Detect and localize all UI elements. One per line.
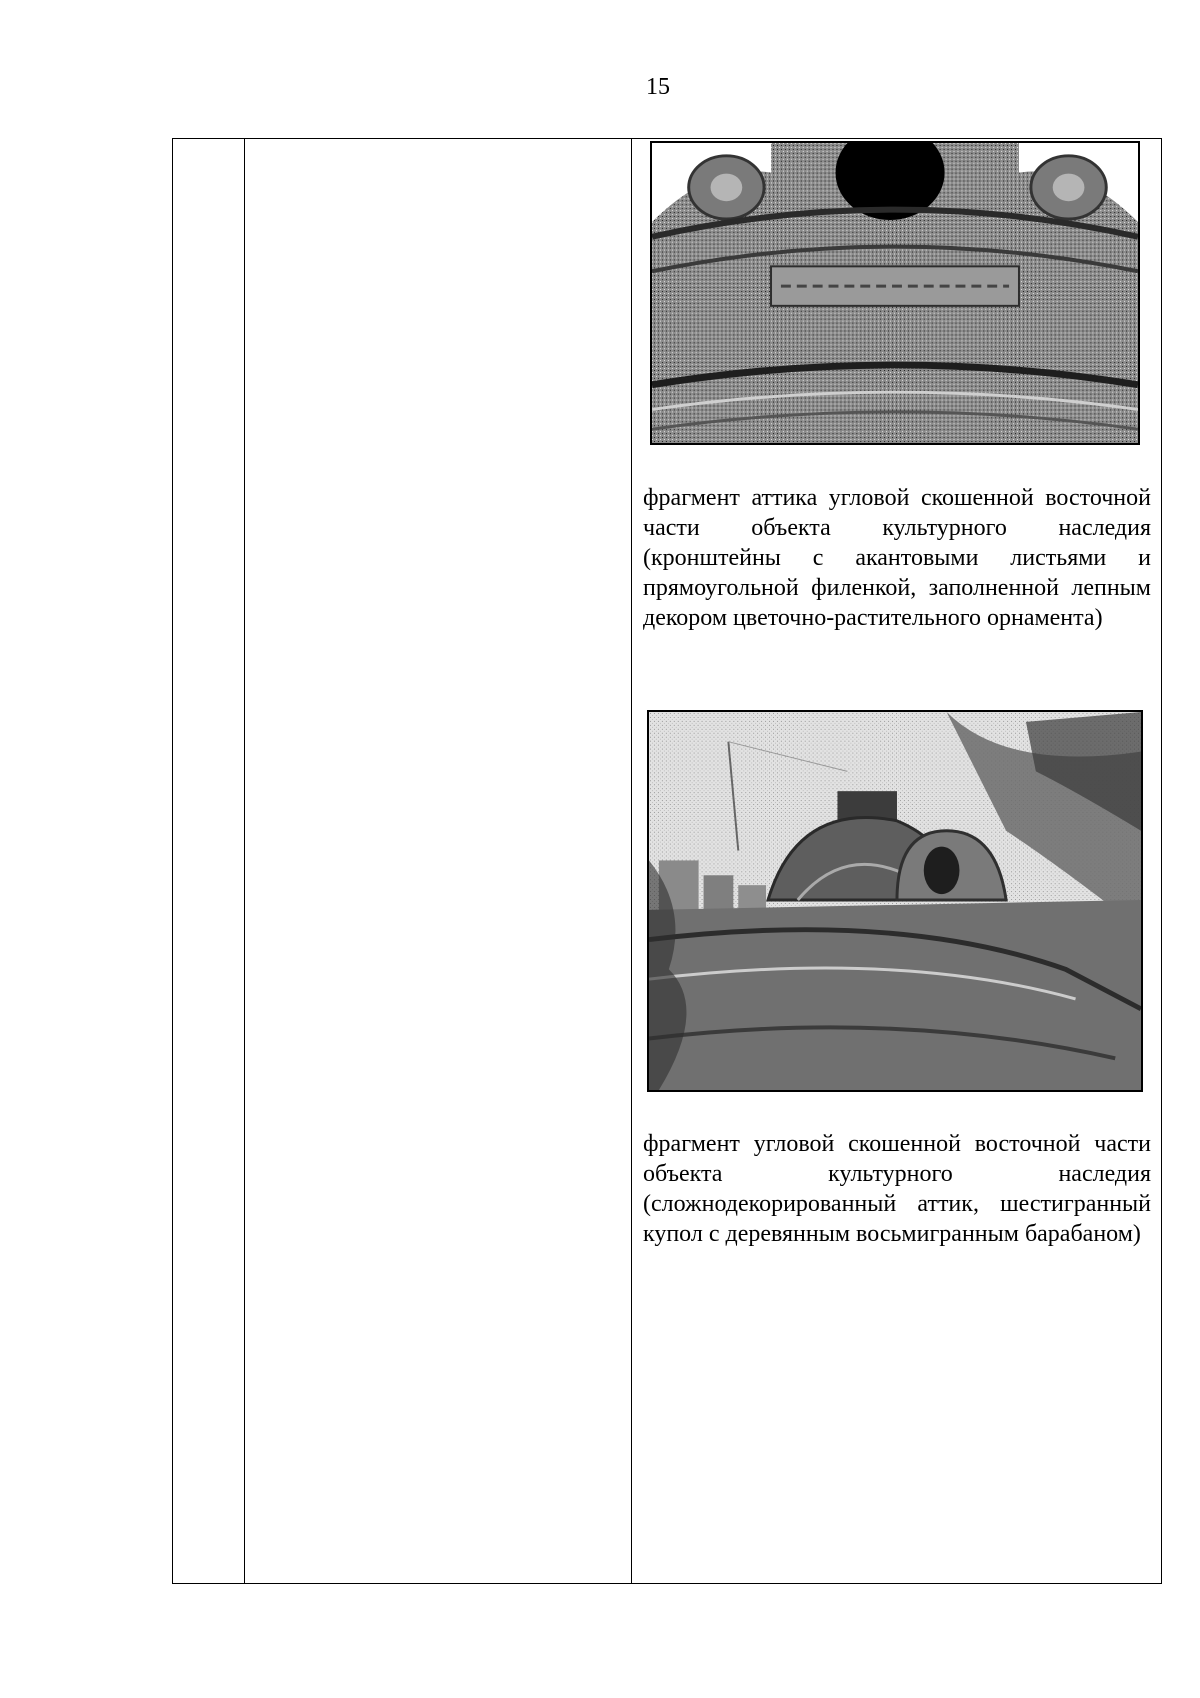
document-table	[172, 138, 1162, 1584]
column-divider	[244, 139, 245, 1583]
photo-caption: фрагмент угловой скошенной восточной части объекта культурного наследия (сложнодекорированный аттик, шестигранный купол с деревянным восьмигранным барабаном)	[643, 1131, 1151, 1247]
page-number: 15	[646, 74, 670, 100]
attic-fragment-photo	[650, 141, 1140, 445]
column-divider	[631, 139, 632, 1583]
photo-caption: фрагмент аттика угловой скошенной восточной части объекта культурного наследия (кронштейны с акантовыми листьями и прямоугольной филенкой, заполненной лепным декором цветочно-растительного орнамента)	[643, 485, 1151, 631]
dome-fragment-photo	[647, 710, 1143, 1092]
